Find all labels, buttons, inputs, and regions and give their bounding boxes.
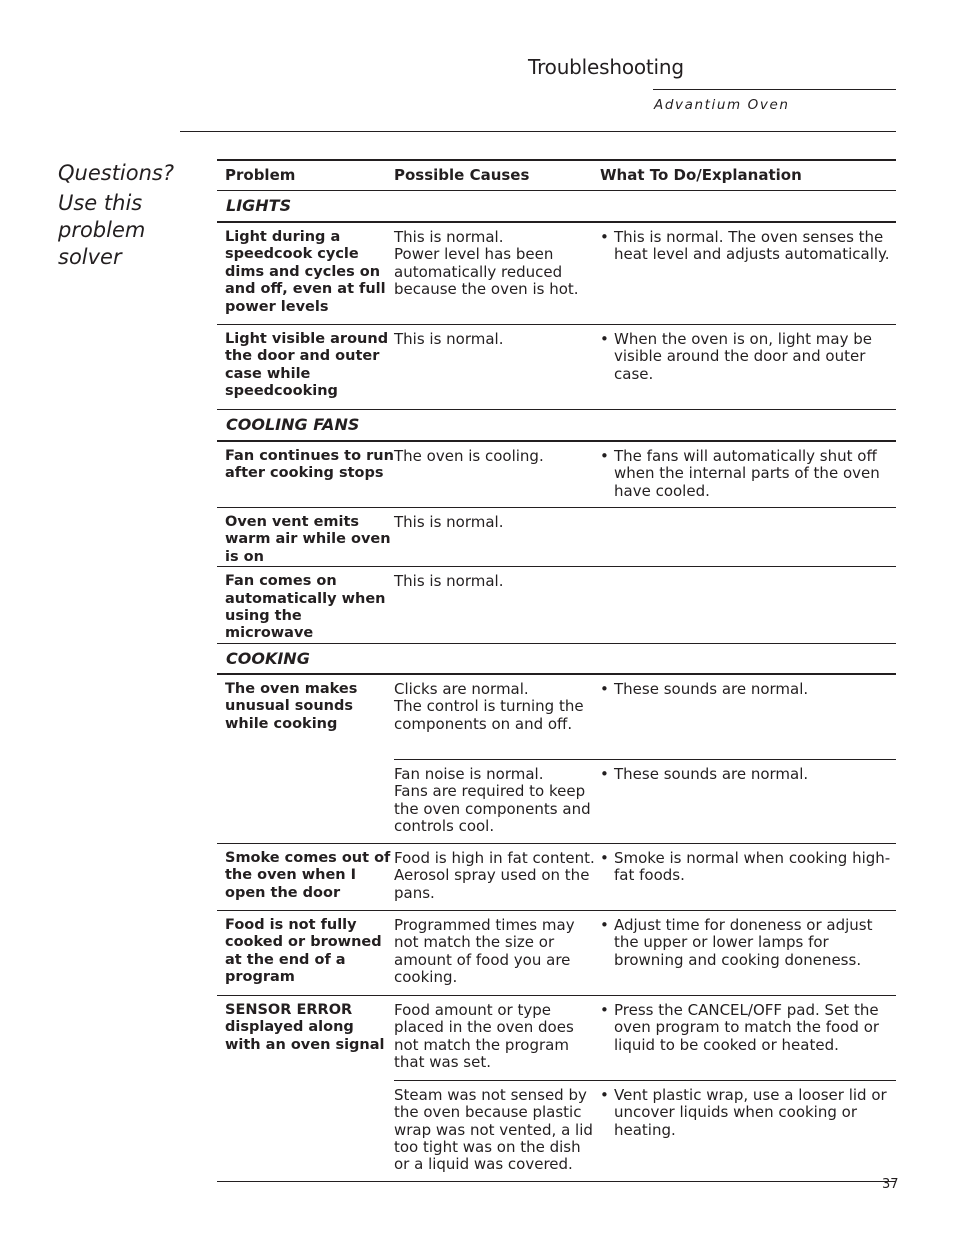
column-header-problem: Problem (225, 165, 296, 184)
cause-cell: Food is high in fat content. Aerosol spray used on the pans. (394, 848, 595, 902)
action-text: This is normal. The oven senses the heat level and adjusts automatically. (614, 228, 890, 264)
cause-cell: This is normal. (394, 572, 504, 591)
table-row (217, 996, 896, 1182)
bullet-item (600, 766, 896, 783)
bullet-item (600, 850, 896, 885)
action-cell (600, 573, 896, 634)
problem-cell: Food is not fully cooked or browned at the end of a program (225, 916, 382, 986)
table-row (217, 567, 896, 644)
bullet-marker: • (600, 228, 609, 246)
cause-cell: This is normal. Power level has been automatically reduced because the oven is hot. (394, 228, 579, 299)
action-cell (600, 1002, 896, 1080)
troubleshooting-table (217, 159, 896, 1182)
column-header-causes: Possible Causes (394, 165, 530, 184)
action-text: Adjust time for doneness or adjust the upper or lower lamps for browning and cooking doneness. (614, 915, 873, 969)
table-row (217, 911, 896, 996)
problem-cell: Light during a speedcook cycle dims and cycles on and off, even at full power levels (225, 229, 386, 315)
sidebar-line-use-this: Use this (58, 191, 143, 215)
sidebar-line-questions: Questions? (58, 161, 175, 185)
table-row (217, 223, 896, 325)
header-divider-short (653, 89, 896, 90)
cause-cell: Fan noise is normal. Fans are required to keep the oven components and controls cool. (394, 764, 591, 836)
action-cell (600, 229, 896, 324)
action-cell (600, 1087, 896, 1181)
causes-column (394, 844, 896, 910)
bullet-item (600, 917, 896, 969)
causes-column (394, 442, 896, 507)
cause-row (394, 759, 896, 843)
sidebar-line-solver: solver (58, 245, 122, 269)
cause-row (394, 911, 896, 995)
cause-row (394, 442, 896, 507)
table-row (217, 844, 896, 911)
bullet-marker: • (600, 1000, 609, 1019)
causes-column (394, 911, 896, 995)
table-row (217, 508, 896, 567)
action-cell (600, 514, 896, 557)
section-title: COOLING FANS (226, 415, 360, 435)
product-subtitle: Advantium Oven (654, 97, 790, 113)
bullet-item (600, 229, 896, 264)
section-header-row (217, 410, 896, 442)
problem-cell: The oven makes unusual sounds while cooking (225, 680, 358, 732)
action-text: Smoke is normal when cooking high-fat foods. (614, 848, 891, 885)
section-title: COOKING (226, 648, 310, 668)
problem-cell: Light visible around the door and outer case while speedcooking (225, 331, 389, 400)
section-header-row (217, 191, 896, 223)
causes-column (394, 508, 896, 566)
section-title: LIGHTS (226, 196, 292, 216)
cause-row (394, 996, 896, 1080)
table-row (217, 325, 896, 410)
problem-cell: SENSOR ERROR displayed along with an oven signal (225, 1001, 385, 1053)
action-text: Press the CANCEL/OFF pad. Set the oven program to match the food or liquid to be cooked or heated. (614, 1000, 880, 1054)
cause-cell: The oven is cooling. (394, 447, 544, 465)
cause-row (394, 223, 896, 324)
table-row (217, 675, 896, 844)
cause-row (394, 567, 896, 634)
table-row (217, 442, 896, 508)
column-header-what-to-do: What To Do/Explanation (600, 165, 802, 184)
action-text: When the oven is on, light may be visible around the door and outer case. (614, 330, 872, 383)
cause-cell: Food amount or type placed in the oven does not match the program that was set. (394, 1000, 574, 1072)
bullet-marker: • (600, 679, 609, 698)
action-cell (600, 448, 896, 507)
problem-cell: Fan continues to run after cooking stops (225, 448, 394, 482)
cause-cell: Steam was not sensed by the oven because plastic wrap was not vented, a lid too tight was on the dish or a liquid was covered. (394, 1085, 593, 1174)
bullet-marker: • (600, 848, 609, 867)
action-text: Vent plastic wrap, use a looser lid or uncover liquids when cooking or heating. (614, 1085, 887, 1139)
action-cell (600, 917, 896, 995)
problem-cell: Fan comes on automatically when using the microwave (225, 573, 386, 642)
action-cell (600, 681, 896, 759)
bullet-marker: • (600, 764, 609, 783)
action-text: These sounds are normal. (614, 764, 809, 783)
sidebar-line-problem: problem (58, 218, 146, 242)
page-title: Troubleshooting (528, 55, 684, 79)
cause-row (394, 844, 896, 910)
header-divider-long (180, 131, 896, 132)
bullet-marker: • (600, 330, 609, 348)
problem-cell: Oven vent emits warm air while oven is on (225, 514, 391, 565)
causes-column (394, 223, 896, 324)
sidebar-heading (58, 160, 174, 271)
action-cell (600, 766, 896, 843)
cause-cell: Programmed times may not match the size or amount of food you are cooking. (394, 915, 575, 987)
bullet-marker: • (600, 1085, 609, 1104)
bullet-marker: • (600, 915, 609, 934)
causes-column (394, 675, 896, 843)
cause-cell: Clicks are normal. The control is turning the components on and off. (394, 679, 584, 733)
problem-cell: Smoke comes out of the oven when I open the door (225, 849, 391, 901)
page-number: 37 (882, 1177, 899, 1192)
action-text: The fans will automatically shut off when the internal parts of the oven have cooled. (614, 447, 880, 500)
table-header-row (217, 161, 896, 191)
causes-column (394, 567, 896, 643)
section-header-row (217, 644, 896, 675)
bullet-item (600, 1087, 896, 1139)
action-cell (600, 331, 896, 409)
bullet-item (600, 448, 896, 500)
cause-row (394, 675, 896, 759)
cause-row (394, 1080, 896, 1181)
action-text: These sounds are normal. (614, 679, 809, 698)
cause-cell: This is normal. (394, 330, 504, 348)
cause-row (394, 325, 896, 409)
causes-column (394, 325, 896, 409)
cause-cell: This is normal. (394, 513, 504, 531)
bullet-item (600, 331, 896, 383)
action-cell (600, 850, 896, 910)
causes-column (394, 996, 896, 1181)
bullet-item (600, 681, 896, 698)
cause-row (394, 508, 896, 557)
bullet-marker: • (600, 447, 609, 465)
bullet-item (600, 1002, 896, 1054)
